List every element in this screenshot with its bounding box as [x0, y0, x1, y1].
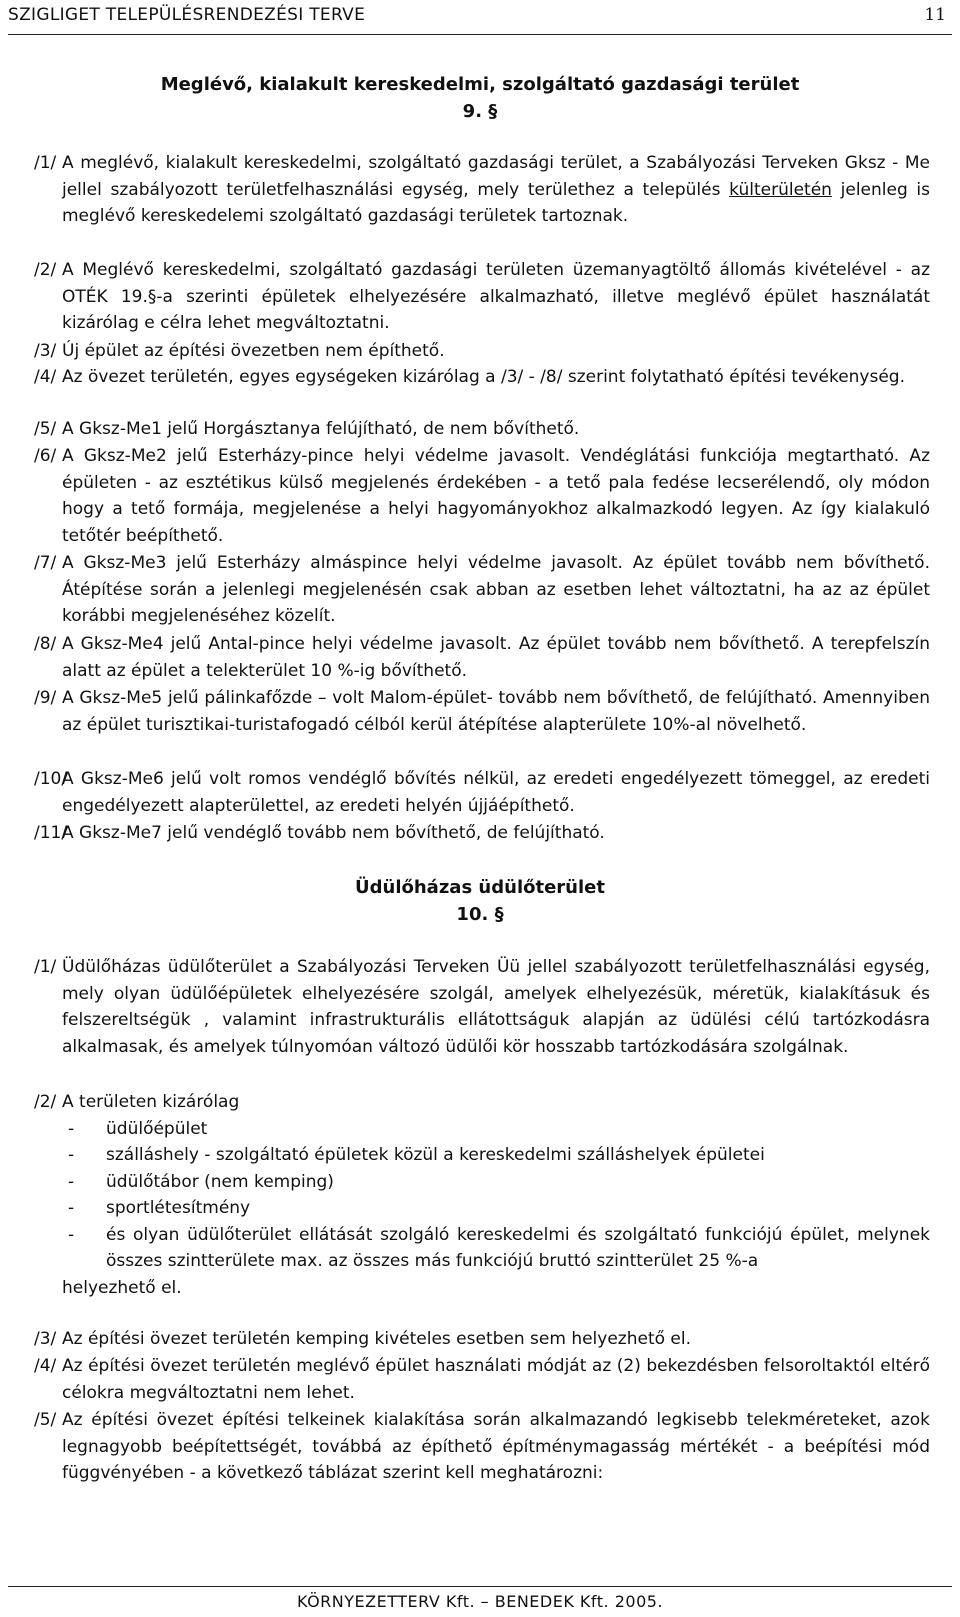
paragraph-text: Új épület az építési övezetben nem építhető.: [62, 341, 445, 361]
s10-paragraph-1: [34, 954, 930, 1060]
paragraph-number: /1/: [34, 153, 57, 173]
document-title: SZIGLIGET TELEPÜLÉSRENDEZÉSI TERVE: [8, 5, 366, 25]
page-footer: [8, 1586, 952, 1617]
s10-paragraph-3: [34, 1326, 930, 1353]
section-9-number: 9. §: [462, 101, 498, 122]
s10-paragraph-2: [34, 1089, 930, 1301]
paragraph-text: Az építési övezet területén kemping kivételes esetben sem helyezhető el.: [62, 1329, 692, 1349]
list-item: - üdülőépület: [68, 1118, 208, 1139]
paragraph-number: /5/: [34, 1410, 57, 1430]
list-item: - üdülőtábor (nem kemping): [68, 1171, 334, 1192]
paragraph-number: /11/: [34, 823, 68, 843]
s9-paragraph-10: [34, 766, 930, 819]
footer-text: KÖRNYEZETTERV Kft. – BENEDEK Kft. 2005.: [296, 1592, 664, 1611]
paragraph-text: A Gksz-Me2 jelű Esterházy-pince helyi védelme javasolt. Vendéglátási funkciója megtartható. Az épületen - az esztétikus külső megjelenés érdekében - a tető pala fedése lecserélendő, oly módon hogy a tető formája, megjelenése a helyi hagyományokhoz alkalmazkodó legyen. Az így kialakuló tetőtér beépíthető.: [62, 446, 930, 546]
paragraph-number: /3/: [34, 341, 57, 361]
s9-paragraph-9: [34, 685, 930, 738]
s9-paragraph-3: [34, 338, 930, 365]
allowed-uses-list: [34, 1116, 930, 1275]
paragraph-outro: helyezhető el.: [62, 1277, 182, 1298]
paragraph-text: A Gksz-Me5 jelű pálinkafőzde – volt Malom-épület- tovább nem bővíthető, de felújítható. Amennyiben az épület turisztikai-turistafogadó célból kerül átépítése alapterülete 10%-al növelhető.: [62, 688, 930, 735]
s9-paragraph-2: [34, 257, 930, 337]
paragraph-number: /4/: [34, 367, 57, 387]
section-10-title: Üdülőházas üdülőterület: [355, 877, 605, 898]
paragraph-text: A Gksz-Me7 jelű vendéglő tovább nem bővíthető, de felújítható.: [62, 823, 605, 843]
paragraph-number: /7/: [34, 553, 57, 573]
section-10-number: 10. §: [456, 904, 504, 925]
paragraph-number: /5/: [34, 419, 57, 439]
paragraph-number: /2/: [34, 1092, 57, 1112]
paragraph-number: /4/: [34, 1356, 57, 1376]
paragraph-text: A Gksz-Me1 jelű Horgásztanya felújítható, de nem bővíthető.: [62, 419, 580, 439]
paragraph-number: /3/: [34, 1329, 57, 1349]
s9-paragraph-5: [34, 416, 930, 443]
page-number: 11: [924, 5, 946, 25]
paragraph-text: A meglévő, kialakult kereskedelmi, szolgáltató gazdasági terület, a Szabályozási Terveken Gksz - Me jellel szabályozott területfelhasználási egység, mely területhez a település külterületén jelenleg is meglévő kereskedelemi szolgáltató gazdasági területek tartoznak.: [62, 153, 931, 226]
paragraph-text: Az építési övezet építési telkeinek kialakítása során alkalmazandó legkisebb telekméreteket, azok legnagyobb beépítettségét, továbbá az építhető építménymagasság mértékét - a beépítési mód függvényében - a következő táblázat szerint kell meghatározni:: [62, 1410, 930, 1483]
s9-paragraph-8: [34, 631, 930, 684]
paragraph-number: /1/: [34, 957, 57, 977]
paragraph-text: Az építési övezet területén meglévő épület használati módját az (2) bekezdésben felsoroltaktól eltérő célokra megváltoztatni nem lehet.: [62, 1356, 930, 1403]
paragraph-number: /9/: [34, 688, 57, 708]
paragraph-text: Az övezet területén, egyes egységeken kizárólag a /3/ - /8/ szerint folytatható építési tevékenység.: [62, 367, 906, 387]
s10-paragraph-5: [34, 1407, 930, 1487]
section-9-title: Meglévő, kialakult kereskedelmi, szolgáltató gazdasági terület: [160, 74, 800, 95]
paragraph-text: A Meglévő kereskedelmi, szolgáltató gazdasági területen üzemanyagtöltő állomás kivételével - az OTÉK 19.§-a szerinti épületek elhelyezésére alkalmazható, illetve meglévő épület használatát kizárólag e célra lehet megváltoztatni.: [62, 260, 930, 333]
paragraph-number: /2/: [34, 260, 57, 280]
s9-paragraph-7: [34, 550, 930, 630]
paragraph-number: /8/: [34, 634, 57, 654]
paragraph-text: [62, 1089, 930, 1116]
paragraph-text: Üdülőházas üdülőterület a Szabályozási Terveken Üü jellel szabályozott területfelhasználási egység, mely olyan üdülőépületek elhelyezésére szolgál, amelyek elhelyezésük, méretük, kialakításuk és felszereltségük , valamint infrastrukturális ellátottságuk alapján az üdülési célú tartózkodásra alkalmasak, és amelyek túlnyomóan változó üdülői kör hosszabb tartózkodására szolgálnak.: [62, 957, 930, 1057]
list-item: - sportlétesítmény: [68, 1198, 251, 1218]
s9-paragraph-11: [34, 820, 930, 847]
s10-paragraph-4: [34, 1353, 930, 1406]
list-item: - szálláshely - szolgáltató épületek közül a kereskedelmi szálláshelyek épületei: [68, 1145, 765, 1165]
paragraph-number: /10/: [34, 769, 68, 789]
paragraph-intro: A területen kizárólag: [62, 1092, 240, 1112]
paragraph-text: A Gksz-Me3 jelű Esterházy almáspince helyi védelme javasolt. Az épület tovább nem bővíthető. Átépítése során a jelenlegi megjelenésén csak abban az esetben lehet változtatni, ha az az épület korábbi megjelenéséhez közelít.: [62, 553, 930, 626]
s9-paragraph-1: [34, 150, 930, 230]
paragraph-text: A Gksz-Me6 jelű volt romos vendéglő bővítés nélkül, az eredeti engedélyezett tömeggel, az eredeti engedélyezett alapterülettel, az eredeti helyén újjáépíthető.: [62, 769, 930, 816]
paragraph-text: A Gksz-Me4 jelű Antal-pince helyi védelme javasolt. Az épület tovább nem bővíthető. A terepfelszín alatt az épület a telekterület 10 %-ig bővíthető.: [62, 634, 930, 681]
page-header: [8, 0, 952, 35]
paragraph-number: /6/: [34, 446, 57, 466]
list-item: - és olyan üdülőterület ellátását szolgáló kereskedelmi és szolgáltató funkciójú épület, melynek összes szintterülete max. az összes más funkciójú bruttó szintterület 25 %-a: [68, 1224, 930, 1271]
s9-paragraph-4: [34, 364, 930, 391]
s9-paragraph-6: [34, 443, 930, 549]
